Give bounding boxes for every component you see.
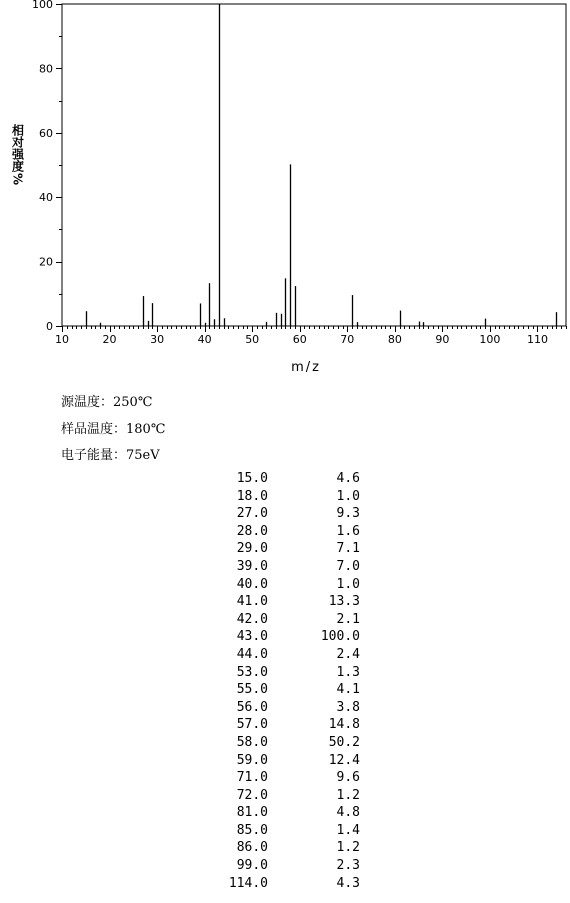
chart-svg [0, 0, 570, 385]
mz-cell: 27.0 [236, 506, 268, 522]
intensity-cell: 1.0 [336, 488, 360, 504]
mz-cell: 41.0 [236, 594, 268, 610]
intensity-cell: 3.8 [336, 699, 360, 715]
intensity-cell: 1.2 [336, 787, 360, 803]
mz-cell: 85.0 [236, 822, 268, 838]
intensity-cell: 2.4 [336, 646, 360, 662]
intensity-cell: 4.8 [336, 805, 360, 821]
y-tick-label: 100 [32, 0, 53, 11]
x-axis-title: m/z [291, 360, 321, 375]
x-tick-label: 60 [292, 333, 307, 346]
table-row [208, 787, 360, 805]
mz-cell: 40.0 [236, 576, 268, 592]
table-row [208, 576, 360, 594]
intensity-cell: 12.4 [328, 752, 360, 768]
x-tick-label: 110 [526, 333, 548, 346]
mass-spectrum-chart [0, 0, 570, 385]
y-axis-title-text: 相对强度 [10, 124, 25, 172]
x-tick-label: 10 [55, 333, 69, 346]
table-row [208, 769, 360, 787]
plot-frame [62, 4, 566, 326]
x-tick-label: 50 [245, 333, 260, 346]
intensity-cell: 1.3 [336, 664, 360, 680]
intensity-cell: 9.3 [336, 506, 360, 522]
mz-cell: 55.0 [236, 682, 268, 698]
intensity-cell: 9.6 [336, 770, 360, 786]
intensity-cell: 7.0 [336, 558, 360, 574]
table-row [208, 628, 360, 646]
intensity-cell: 1.6 [336, 523, 360, 539]
table-row [208, 664, 360, 682]
x-tick-label: 20 [102, 333, 117, 346]
x-tick-label: 40 [197, 333, 212, 346]
y-axis-title [8, 124, 26, 185]
x-tick-label: 30 [150, 333, 165, 346]
intensity-cell: 4.6 [336, 471, 360, 486]
intensity-cell: 2.3 [336, 858, 360, 874]
table-row [208, 646, 360, 664]
table-row [208, 822, 360, 840]
intensity-cell: 1.0 [336, 576, 360, 592]
sample-temperature: 样品温度：180℃ [61, 421, 166, 437]
table-row [208, 611, 360, 629]
mz-cell: 81.0 [236, 805, 268, 821]
peak-table [208, 470, 360, 892]
peak-table-body [208, 470, 360, 892]
intensity-cell: 100.0 [320, 629, 360, 645]
electron-energy: 电子能量：75eV [61, 448, 160, 463]
intensity-cell: 4.3 [336, 875, 360, 891]
y-tick-label: 60 [39, 126, 53, 140]
intensity-cell: 4.1 [336, 682, 360, 698]
x-tick-label: 80 [387, 333, 402, 346]
mz-cell: 86.0 [236, 840, 268, 856]
y-tick-label: 0 [46, 320, 53, 333]
mz-cell: 39.0 [236, 558, 268, 574]
x-tick-label: 90 [435, 333, 450, 346]
intensity-cell: 50.2 [328, 734, 360, 750]
table-row [208, 558, 360, 576]
y-axis-title-unit: % [10, 173, 25, 186]
table-row [208, 839, 360, 857]
table-row [208, 716, 360, 734]
table-row [208, 699, 360, 717]
mz-cell: 43.0 [236, 629, 268, 645]
mz-cell: 56.0 [236, 699, 268, 715]
x-tick-label: 100 [479, 333, 501, 346]
intensity-cell: 13.3 [328, 594, 360, 610]
mz-cell: 99.0 [236, 858, 268, 874]
mz-cell: 57.0 [236, 717, 268, 733]
table-row [208, 523, 360, 541]
table-row [208, 540, 360, 558]
measurement-conditions [61, 390, 165, 470]
intensity-cell: 2.1 [336, 611, 360, 627]
mz-cell: 58.0 [236, 734, 268, 750]
table-row [208, 752, 360, 770]
table-row [208, 505, 360, 523]
mz-cell: 42.0 [236, 611, 268, 627]
mz-cell: 28.0 [236, 523, 268, 539]
y-tick-label: 40 [39, 191, 53, 205]
source-temperature: 源温度：250℃ [61, 395, 153, 410]
table-row [208, 734, 360, 752]
mz-cell: 59.0 [236, 752, 268, 768]
intensity-cell: 1.4 [336, 822, 360, 838]
table-row [208, 681, 360, 699]
x-tick-label: 70 [340, 333, 355, 346]
table-row [208, 875, 360, 893]
y-tick-label: 80 [39, 62, 53, 76]
mz-cell: 114.0 [228, 875, 268, 891]
intensity-cell: 1.2 [336, 840, 360, 856]
table-row [208, 488, 360, 506]
table-row [208, 804, 360, 822]
intensity-cell: 7.1 [336, 541, 360, 557]
mz-cell: 15.0 [236, 471, 268, 486]
mz-cell: 72.0 [236, 787, 268, 803]
mz-cell: 71.0 [236, 770, 268, 786]
mz-cell: 18.0 [236, 488, 268, 504]
table-row [208, 857, 360, 875]
intensity-cell: 14.8 [328, 717, 360, 733]
mz-cell: 29.0 [236, 541, 268, 557]
table-row [208, 593, 360, 611]
mz-cell: 44.0 [236, 646, 268, 662]
table-row [208, 470, 360, 488]
y-tick-label: 20 [39, 255, 53, 269]
mz-cell: 53.0 [236, 664, 268, 680]
